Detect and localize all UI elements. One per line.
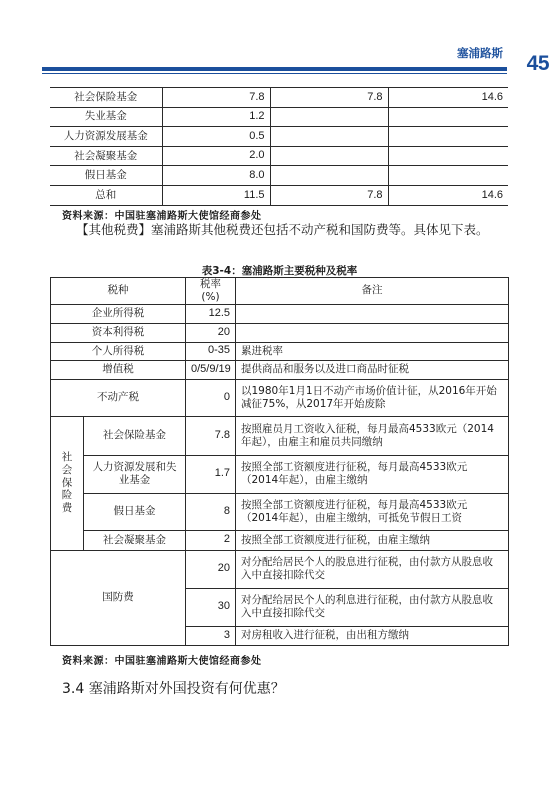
tax-note: 以1980年1月1日不动产市场价值计征，从2016年开始减征75%，从2017年开始废除 [236,379,509,416]
table-cell: 14.6 [388,185,508,205]
tax-rate: 20 [186,550,236,588]
tax-name: 社会保险基金 [84,416,186,455]
tax-note: 按照全部工资额度进行征税，每月最高4533欧元（2014年起），由雇主缴纳 [236,455,509,493]
table-row [51,342,509,360]
header-rate: 税率(%) [186,278,236,305]
tax-note [236,304,509,323]
table-row [51,530,509,550]
tax-rate-table [50,277,509,646]
table-row [51,304,509,323]
table-cell: 假日基金 [50,166,162,186]
table-row [51,323,509,342]
header-note: 备注 [236,278,509,305]
tax-name: 企业所得税 [51,304,186,323]
tax-rate: 1.7 [186,455,236,493]
tax-rate: 8 [186,493,236,530]
tax-rate: 7.8 [186,416,236,455]
tax-note: 按照雇员月工资收入征税，每月最高4533欧元（2014年起），由雇主和雇员共同缴纳 [236,416,509,455]
table-cell [270,127,388,147]
table-cell: 11.5 [162,185,270,205]
table2-caption: 表3-4：塞浦路斯主要税种及税率 [201,265,358,277]
table-cell: 人力资源发展基金 [50,127,162,147]
tax-name: 增值税 [51,360,186,379]
table-cell: 7.8 [162,88,270,108]
table-cell: 2.0 [162,146,270,166]
tax-note: 对分配给居民个人的利息进行征税，由付款方从股息收入中直接扣除代交 [236,588,509,626]
table-cell: 社会凝聚基金 [50,146,162,166]
table-row [51,360,509,379]
table-row [50,88,508,108]
tax-name: 社会凝聚基金 [84,530,186,550]
tax-rate: 30 [186,588,236,626]
table-row-total [50,185,508,205]
table-cell: 7.8 [270,185,388,205]
tax-name: 资本利得税 [51,323,186,342]
section-heading: 3.4 塞浦路斯对外国投资有何优惠？ [62,681,285,697]
tax-note: 累进税率 [236,342,509,360]
tax-name: 人力资源发展和失业基金 [84,455,186,493]
table-row [51,550,509,588]
table-row [50,127,508,147]
social-insurance-group: 社会保险费 [51,416,84,550]
table-cell: 0.5 [162,127,270,147]
tax-note [236,323,509,342]
table-row [50,166,508,186]
tax-rate: 2 [186,530,236,550]
table-header-row [51,278,509,305]
page-number: 45 [526,52,549,75]
tax-rate: 12.5 [186,304,236,323]
tax-name: 不动产税 [51,379,186,416]
table-cell [388,146,508,166]
table-cell: 14.6 [388,88,508,108]
tax-name: 假日基金 [84,493,186,530]
table-cell: 社会保险基金 [50,88,162,108]
table-row [51,493,509,530]
table-cell [270,107,388,127]
social-contribution-table [50,87,508,206]
table-cell [388,107,508,127]
table-row [50,107,508,127]
table-cell [388,127,508,147]
tax-name: 个人所得税 [51,342,186,360]
table-row [51,379,509,416]
tax-rate: 20 [186,323,236,342]
tax-note: 按照全部工资额度进行征税，每月最高4533欧元（2014年起），由雇主缴纳，可抵免节假日工资 [236,493,509,530]
table-cell [388,166,508,186]
header-rule-thin [42,73,507,74]
table-cell: 1.2 [162,107,270,127]
tax-rate: 0-35 [186,342,236,360]
tax-note: 提供商品和服务以及进口商品时征税 [236,360,509,379]
header-rule-thick [42,67,507,71]
table-cell [270,166,388,186]
table-cell [270,146,388,166]
table-cell: 7.8 [270,88,388,108]
tax-rate: 3 [186,626,236,645]
tax-name: 国防费 [51,550,186,645]
tax-rate: 0 [186,379,236,416]
header-tax-type: 税种 [51,278,186,305]
table-row [50,146,508,166]
table-cell: 失业基金 [50,107,162,127]
table1-source-note: 资料来源：中国驻塞浦路斯大使馆经商参处 [62,211,262,222]
running-header-title: 塞浦路斯 [457,46,503,60]
table-row [51,455,509,493]
table2-source-note: 资料来源：中国驻塞浦路斯大使馆经商参处 [62,656,262,667]
table-row [51,416,509,455]
table-cell: 8.0 [162,166,270,186]
table-cell: 总和 [50,185,162,205]
other-taxes-paragraph: 【其他税费】塞浦路斯其他税费还包括不动产税和国防费等。具体见下表。 [76,222,489,237]
tax-note: 对房租收入进行征税，由出租方缴纳 [236,626,509,645]
tax-note: 对分配给居民个人的股息进行征税，由付款方从股息收入中直接扣除代交 [236,550,509,588]
tax-rate: 0/5/9/19 [186,360,236,379]
tax-note: 按照全部工资额度进行征税，由雇主缴纳 [236,530,509,550]
